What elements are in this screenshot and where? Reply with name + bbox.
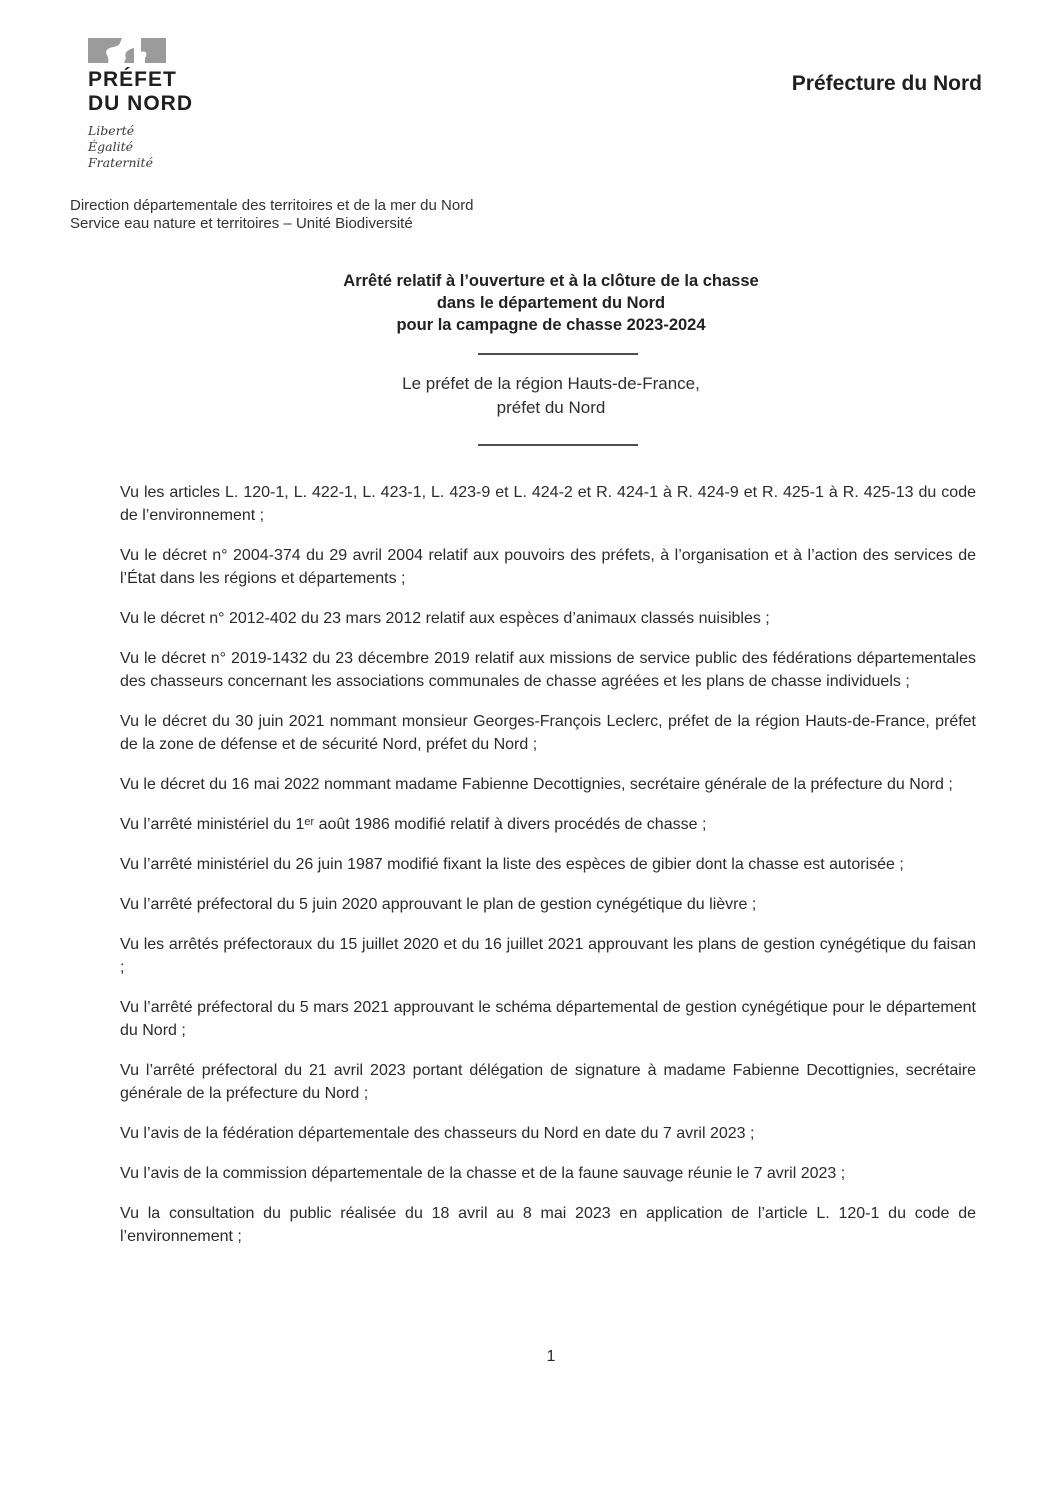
separator-line-bottom (478, 444, 638, 446)
body-paragraph: Vu la consultation du public réalisée du 18 avril au 8 mai 2023 en application de l’article L. 120-1 du code de l’environnement ; (120, 1205, 976, 1245)
issuing-service (70, 197, 474, 233)
body-paragraph: Vu l’arrêté préfectoral du 5 juin 2020 approuvant le plan de gestion cynégétique du lièvre ; (120, 896, 757, 913)
title-line-3: pour la campagne de chasse 2023-2024 (396, 316, 706, 334)
document-subtitle (44, 372, 1058, 420)
body-paragraph: Vu l’arrêté préfectoral du 5 mars 2021 approuvant le schéma départemental de gestion cynégétique pour le département du Nord ; (120, 999, 976, 1039)
motto-fraternite: Fraternité (88, 155, 153, 170)
service-line-unite: Service eau nature et territoires – Unité Biodiversité (70, 215, 413, 232)
body-paragraph: Vu le décret du 16 mai 2022 nommant madame Fabienne Decottignies, secrétaire générale de la préfecture du Nord ; (120, 776, 953, 793)
republic-logo (88, 38, 193, 171)
title-line-1: Arrêté relatif à l’ouverture et à la clôture de la chasse (343, 272, 759, 290)
separator-line-top (478, 353, 638, 355)
prefecture-title: Préfecture du Nord (791, 72, 982, 95)
body-paragraph: Vu le décret du 30 juin 2021 nommant monsieur Georges-François Leclerc, préfet de la région Hauts-de-France, préfet de la zone de défense et de sécurité Nord, préfet du Nord ; (120, 713, 976, 753)
republic-motto (88, 123, 193, 171)
body-paragraph: Vu le décret n° 2004-374 du 29 avril 2004 relatif aux pouvoirs des préfets, à l’organisation et à l’action des services de l’État dans les régions et départements ; (120, 547, 976, 587)
body-paragraph: Vu l’arrêté ministériel du 1ᵉʳ août 1986 modifié relatif à divers procédés de chasse ; (120, 816, 707, 833)
logo-line-du-nord: DU NORD (88, 92, 193, 115)
subtitle-line-2: préfet du Nord (496, 398, 606, 417)
logo-line-prefet: PRÉFET (88, 68, 177, 91)
body-paragraph: Vu les articles L. 120-1, L. 422-1, L. 423-1, L. 423-9 et L. 424-2 et R. 424-1 à R. 424-9 et R. 425-1 à R. 425-13 du code de l’environnement ; (120, 484, 976, 524)
document-body (120, 481, 976, 1265)
motto-egalite: Égalité (88, 139, 133, 154)
service-line-direction: Direction départementale des territoires et de la mer du Nord (70, 197, 474, 214)
document-title (44, 270, 1058, 336)
body-paragraph: Vu l’arrêté ministériel du 26 juin 1987 modifié fixant la liste des espèces de gibier dont la chasse est autorisée ; (120, 856, 904, 873)
body-paragraph: Vu l’avis de la fédération départementale des chasseurs du Nord en date du 7 avril 2023 ; (120, 1125, 755, 1142)
body-paragraph: Vu l’arrêté préfectoral du 21 avril 2023 portant délégation de signature à madame Fabienne Decottignies, secrétaire générale de la préfecture du Nord ; (120, 1062, 976, 1102)
title-line-2: dans le département du Nord (436, 294, 666, 312)
body-paragraph: Vu le décret n° 2012-402 du 23 mars 2012 relatif aux espèces d’animaux classés nuisibles ; (120, 610, 770, 627)
marianne-logo-icon (88, 38, 184, 64)
page-number: 1 (546, 1348, 556, 1365)
body-paragraph: Vu le décret n° 2019-1432 du 23 décembre 2019 relatif aux missions de service public des fédérations départementales des chasseurs concernant les associations communales de chasse agréées et les plans de chasse individuels ; (120, 650, 976, 690)
body-paragraph: Vu l’avis de la commission départementale de la chasse et de la faune sauvage réunie le 7 avril 2023 ; (120, 1165, 846, 1182)
motto-liberte: Liberté (88, 123, 135, 138)
subtitle-line-1: Le préfet de la région Hauts-de-France, (402, 374, 700, 393)
body-paragraph: Vu les arrêtés préfectoraux du 15 juillet 2020 et du 16 juillet 2021 approuvant les plans de gestion cynégétique du faisan ; (120, 936, 976, 976)
